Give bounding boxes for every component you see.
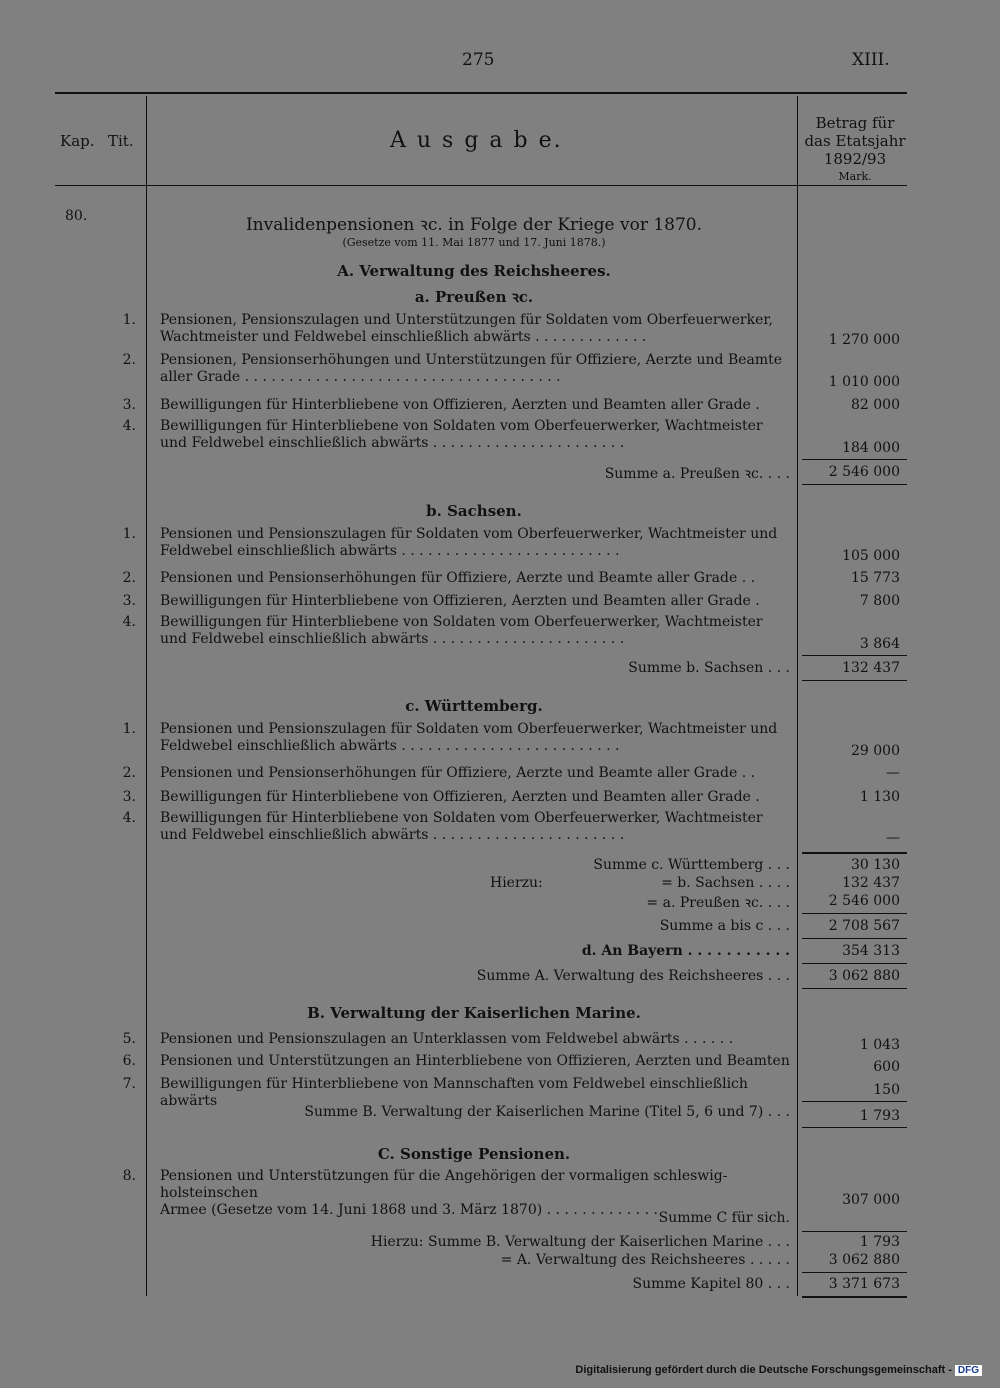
top-rule bbox=[55, 92, 907, 94]
row-text-2: Feldwebel einschließlich abwärts . . . . . . . . . . . . . . . . . . . . . . . . . bbox=[160, 543, 620, 559]
row-amount: 7 800 bbox=[859, 593, 900, 609]
sum-B-amount: 1 793 bbox=[859, 1108, 900, 1124]
sum-label: Summe b. Sachsen . . . bbox=[628, 660, 790, 676]
sum-rule bbox=[802, 852, 907, 854]
row-text-2: Armee (Gesetze vom 14. Juni 1868 und 3. März 1870) . . . . . . . . . . . . . bbox=[160, 1202, 658, 1218]
row-amount: 1 010 000 bbox=[828, 374, 900, 390]
row-amount: 1 270 000 bbox=[828, 332, 900, 348]
row-text: Pensionen und Pensionszulagen für Soldaten vom Oberfeuerwerker, Wachtmeister und bbox=[160, 526, 778, 542]
row-text: Pensionen und Pensionserhöhungen für Offiziere, Aerzte und Beamte aller Grade . . bbox=[160, 765, 756, 781]
row-amount: 184 000 bbox=[842, 440, 900, 456]
sum-abc-amount: 2 708 567 bbox=[828, 918, 900, 934]
unit-label: Mark. bbox=[838, 170, 872, 183]
row-text: Pensionen und Pensionszulagen für Soldaten vom Oberfeuerwerker, Wachtmeister und bbox=[160, 721, 778, 737]
row-amount: 29 000 bbox=[851, 743, 900, 759]
row-text: Pensionen und Unterstützungen für die Angehörigen der vormaligen schleswig-holsteinschen bbox=[160, 1168, 728, 1201]
partA-title: A. Verwaltung des Reichsheeres. bbox=[337, 262, 611, 280]
chapter-laws: (Gesetze vom 11. Mai 1877 und 17. Juni 1878.) bbox=[342, 236, 606, 249]
bayern-amount: 354 313 bbox=[842, 943, 900, 959]
row-amount: 150 bbox=[873, 1082, 900, 1098]
row-tit: 2. bbox=[122, 570, 136, 586]
row-tit: 6. bbox=[122, 1053, 136, 1069]
total-label: Summe Kapitel 80 . . . bbox=[632, 1276, 790, 1292]
row-tit: 1. bbox=[122, 312, 136, 328]
total-amount: 3 371 673 bbox=[828, 1276, 900, 1292]
sum-rule bbox=[802, 988, 907, 989]
sum-amount: 2 546 000 bbox=[828, 464, 900, 480]
sum-rule bbox=[802, 484, 907, 485]
row-text-2: Wachtmeister und Feldwebel einschließlich abwärts . . . . . . . . . . . . . bbox=[160, 329, 647, 345]
hierzu-B-amount: 1 793 bbox=[859, 1234, 900, 1250]
row-text: Pensionen und Pensionserhöhungen für Offiziere, Aerzte und Beamte aller Grade . . bbox=[160, 570, 756, 586]
row-amount: 105 000 bbox=[842, 548, 900, 564]
row-tit: 3. bbox=[122, 789, 136, 805]
row-tit: 2. bbox=[122, 765, 136, 781]
sum-rule bbox=[802, 963, 907, 964]
row-tit: 1. bbox=[122, 721, 136, 737]
row-tit: 4. bbox=[122, 614, 136, 630]
chapter-title: Invalidenpensionen ꝛc. in Folge der Kriege vor 1870. bbox=[245, 215, 703, 235]
row-amount: 600 bbox=[873, 1059, 900, 1075]
hierzu-a-label: = a. Preußen ꝛc. . . . bbox=[646, 895, 790, 911]
row-tit: 3. bbox=[122, 397, 136, 413]
row-amount: — bbox=[886, 765, 900, 781]
hierzu-label: Hierzu: bbox=[490, 875, 543, 891]
row-tit: 1. bbox=[122, 526, 136, 542]
sum-rule bbox=[802, 1101, 907, 1102]
hierzu-a-amount: 2 546 000 bbox=[828, 893, 900, 909]
sum-rule bbox=[802, 680, 907, 681]
sum-rule bbox=[802, 1272, 907, 1273]
ausgabe-title: A u s g a b e. bbox=[390, 128, 563, 153]
sum-label: Summe c. Württemberg . . . bbox=[593, 857, 790, 873]
sum-abc-label: Summe a bis c . . . bbox=[659, 918, 790, 934]
sum-rule bbox=[802, 655, 907, 656]
hierzu-b-label: = b. Sachsen . . . . bbox=[661, 875, 790, 891]
row-text: Pensionen und Unterstützungen an Hinterbliebene von Offizieren, Aerzten und Beamten bbox=[160, 1053, 790, 1069]
amount-header-l2: das Etatsjahr bbox=[804, 132, 906, 150]
section-a-title: a. Preußen ꝛc. bbox=[414, 288, 534, 306]
row-tit: 4. bbox=[122, 418, 136, 434]
row-tit: 3. bbox=[122, 593, 136, 609]
sum-B-label: Summe B. Verwaltung der Kaiserlichen Marine (Titel 5, 6 und 7) . . . bbox=[304, 1104, 790, 1120]
hierzu-A-amount: 3 062 880 bbox=[828, 1252, 900, 1268]
row-text-2: und Feldwebel einschließlich abwärts . . . . . . . . . . . . . . . . . . . . . . bbox=[160, 435, 625, 451]
row-tit: 2. bbox=[122, 352, 136, 368]
sum-rule bbox=[802, 1231, 907, 1232]
total-rule bbox=[802, 1296, 907, 1298]
sum-label: Summe a. Preußen ꝛc. . . . bbox=[604, 466, 790, 482]
row-amount: 1 130 bbox=[859, 789, 900, 805]
text-column-rule bbox=[146, 96, 147, 1296]
credit-text: Digitalisierung gefördert durch die Deutsche Forschungsgemeinschaft - bbox=[575, 1364, 952, 1376]
row-text-2: und Feldwebel einschließlich abwärts . . . . . . . . . . . . . . . . . . . . . . bbox=[160, 827, 625, 843]
sum-A-label: Summe A. Verwaltung des Reichsheeres . . . bbox=[476, 968, 790, 984]
sum-rule bbox=[802, 913, 907, 914]
row-text: Bewilligungen für Hinterbliebene von Soldaten vom Oberfeuerwerker, Wachtmeister bbox=[160, 810, 763, 826]
row-text: Bewilligungen für Hinterbliebene von Offizieren, Aerzten und Beamten aller Grade . bbox=[160, 593, 760, 609]
row-text: Bewilligungen für Hinterbliebene von Offizieren, Aerzten und Beamten aller Grade . bbox=[160, 789, 760, 805]
row-amount: 15 773 bbox=[851, 570, 900, 586]
sum-rule bbox=[802, 1127, 907, 1128]
sum-A-amount: 3 062 880 bbox=[828, 968, 900, 984]
row-tit: 8. bbox=[122, 1168, 136, 1184]
row-amount: 82 000 bbox=[851, 397, 900, 413]
partC-title: C. Sonstige Pensionen. bbox=[377, 1145, 571, 1163]
sum-rule bbox=[802, 459, 907, 460]
tit-header: Tit. bbox=[108, 132, 134, 150]
row-text-2: und Feldwebel einschließlich abwärts . . . . . . . . . . . . . . . . . . . . . . bbox=[160, 631, 625, 647]
row-text: Bewilligungen für Hinterbliebene von Mannschaften vom Feldwebel einschließlich abwärts bbox=[160, 1076, 748, 1109]
row-amount: — bbox=[886, 830, 900, 846]
row-tit: 7. bbox=[122, 1076, 136, 1092]
section-b-title: b. Sachsen. bbox=[426, 502, 522, 520]
row-text: Pensionen und Pensionszulagen an Unterklassen vom Feldwebel abwärts . . . . . . bbox=[160, 1031, 734, 1047]
row-text: Pensionen, Pensionszulagen und Unterstützungen für Soldaten vom Oberfeuerwerker, bbox=[160, 312, 773, 328]
row-text-2: Feldwebel einschließlich abwärts . . . . . . . . . . . . . . . . . . . . . . . . . bbox=[160, 738, 620, 754]
sum-rule bbox=[802, 938, 907, 939]
amount-header bbox=[800, 114, 910, 186]
header-rule bbox=[55, 185, 907, 186]
bayern-label: d. An Bayern . . . . . . . . . . . bbox=[581, 943, 790, 959]
partB-title: B. Verwaltung der Kaiserlichen Marine. bbox=[307, 1004, 641, 1022]
row-text-2: aller Grade . . . . . . . . . . . . . . . . . . . . . . . . . . . . . . . . . . . . bbox=[160, 369, 561, 385]
amount-header-l3: 1892/93 bbox=[823, 150, 887, 168]
hierzu-b-amount: 132 437 bbox=[842, 875, 900, 891]
row-text: Bewilligungen für Hinterbliebene von Soldaten vom Oberfeuerwerker, Wachtmeister bbox=[160, 614, 763, 630]
row-tit: 4. bbox=[122, 810, 136, 826]
row-text: Bewilligungen für Hinterbliebene von Soldaten vom Oberfeuerwerker, Wachtmeister bbox=[160, 418, 763, 434]
row-amount: 1 043 bbox=[859, 1037, 900, 1053]
hierzu-B-label: Hierzu: Summe B. Verwaltung der Kaiserlichen Marine . . . bbox=[370, 1234, 790, 1250]
sum-amount: 30 130 bbox=[851, 857, 900, 873]
sum-C-label: Summe C für sich. bbox=[658, 1210, 790, 1226]
row-tit: 5. bbox=[122, 1031, 136, 1047]
section-number: XIII. bbox=[852, 50, 890, 70]
row-amount: 307 000 bbox=[842, 1192, 900, 1208]
row-amount: 3 864 bbox=[859, 636, 900, 652]
hierzu-A-label: = A. Verwaltung des Reichsheeres . . . . . bbox=[500, 1252, 790, 1268]
page-number: 275 bbox=[462, 50, 495, 70]
chapter-number: 80. bbox=[65, 208, 88, 224]
dfg-logo: DFG bbox=[955, 1365, 982, 1376]
digitization-credit bbox=[575, 1364, 982, 1376]
row-text: Bewilligungen für Hinterbliebene von Offizieren, Aerzten und Beamten aller Grade . bbox=[160, 397, 760, 413]
amount-header-l1: Betrag für bbox=[815, 114, 895, 132]
kap-header: Kap. bbox=[60, 132, 95, 150]
row-text: Pensionen, Pensionserhöhungen und Unterstützungen für Offiziere, Aerzte und Beamte bbox=[160, 352, 783, 368]
section-c-title: c. Württemberg. bbox=[405, 697, 543, 715]
sum-amount: 132 437 bbox=[842, 660, 900, 676]
